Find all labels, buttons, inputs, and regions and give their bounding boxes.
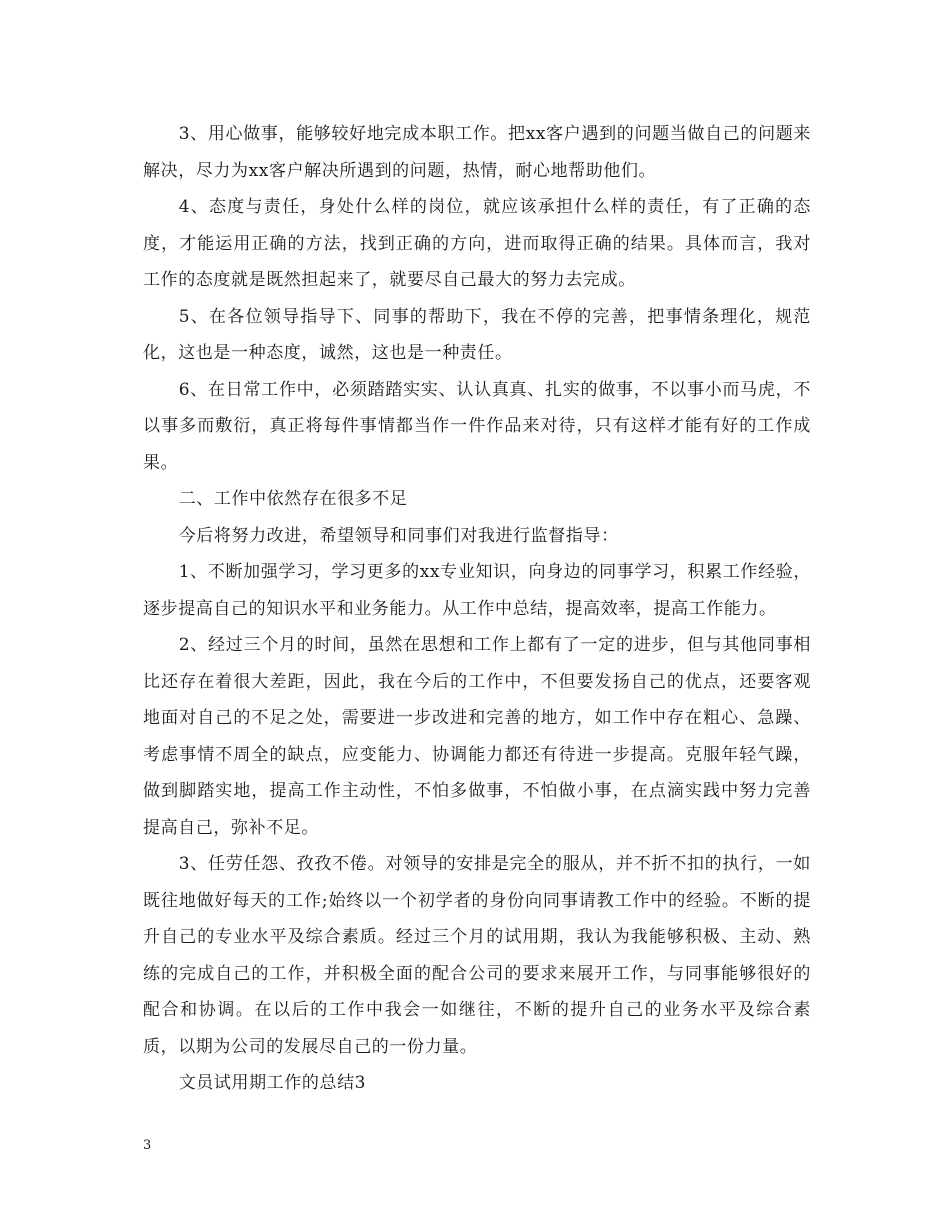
section-heading-summary-3: 文员试用期工作的总结3 (178, 1073, 367, 1093)
document-body (143, 116, 811, 1102)
paragraph-item-3-diligence: 3、用心做事，能够较好地完成本职工作。把xx客户遇到的问题当做自己的问题来解决，尽力为xx客户解决所遇到的问题，热情，耐心地帮助他们。 (143, 124, 811, 181)
paragraph-item-2-progress: 2、经过三个月的时间，虽然在思想和工作上都有了一定的进步，但与其他同事相比还存在着很大差距，因此，我在今后的工作中，不但要发扬自己的优点，还要客观地面对自己的不足之处，需要进一步改进和完善的地方，如工作中存在粗心、急躁、考虑事情不周全的缺点，应变能力、协调能力都还有待进一步提高。克服年轻气躁，做到脚踏实地，提高工作主动性，不怕多做事，不怕做小事，在点滴实践中努力完善提高自己，弥补不足。 (143, 635, 811, 838)
paragraph-item-4-attitude: 4、态度与责任，身处什么样的岗位，就应该承担什么样的责任，有了正确的态度，才能运用正确的方法，找到正确的方向，进而取得正确的结果。具体而言，我对工作的态度就是既然担起来了，就要尽自己最大的努力去完成。 (143, 197, 811, 290)
paragraph-item-5-guidance: 5、在各位领导指导下、同事的帮助下，我在不停的完善，把事情条理化，规范化，这也是一种态度，诚然，这也是一种责任。 (143, 306, 811, 363)
paragraph-item-6-daily-work: 6、在日常工作中，必须踏踏实实、认认真真、扎实的做事，不以事小而马虎，不以事多而敷衍，真正将每件事情都当作一件作品来对待，只有这样才能有好的工作成果。 (143, 379, 811, 473)
section-heading-shortcomings: 二、工作中依然存在很多不足 (178, 489, 408, 509)
page-number: 3 (143, 1138, 152, 1153)
paragraph-item-1-learning: 1、不断加强学习，学习更多的xx专业知识，向身边的同事学习，积累工作经验，逐步提高自己的知识水平和业务能力。从工作中总结，提高效率，提高工作能力。 (143, 562, 811, 619)
paragraph-improvement-intro: 今后将努力改进，希望领导和同事们对我进行监督指导： (178, 525, 619, 546)
paragraph-item-3-hardworking: 3、任劳任怨、孜孜不倦。对领导的安排是完全的服从，并不折不扣的执行，一如既往地做好每天的工作;始终以一个初学者的身份向同事请教工作中的经验。不断的提升自己的专业水平及综合素质。经过三个月的试用期，我认为我能够积极、主动、熟练的完成自己的工作，并积极全面的配合公司的要求来展开工作，与同事能够很好的配合和协调。在以后的工作中我会一如继往，不断的提升自己的业务水平及综合素质，以期为公司的发展尽自己的一份力量。 (143, 854, 811, 1057)
